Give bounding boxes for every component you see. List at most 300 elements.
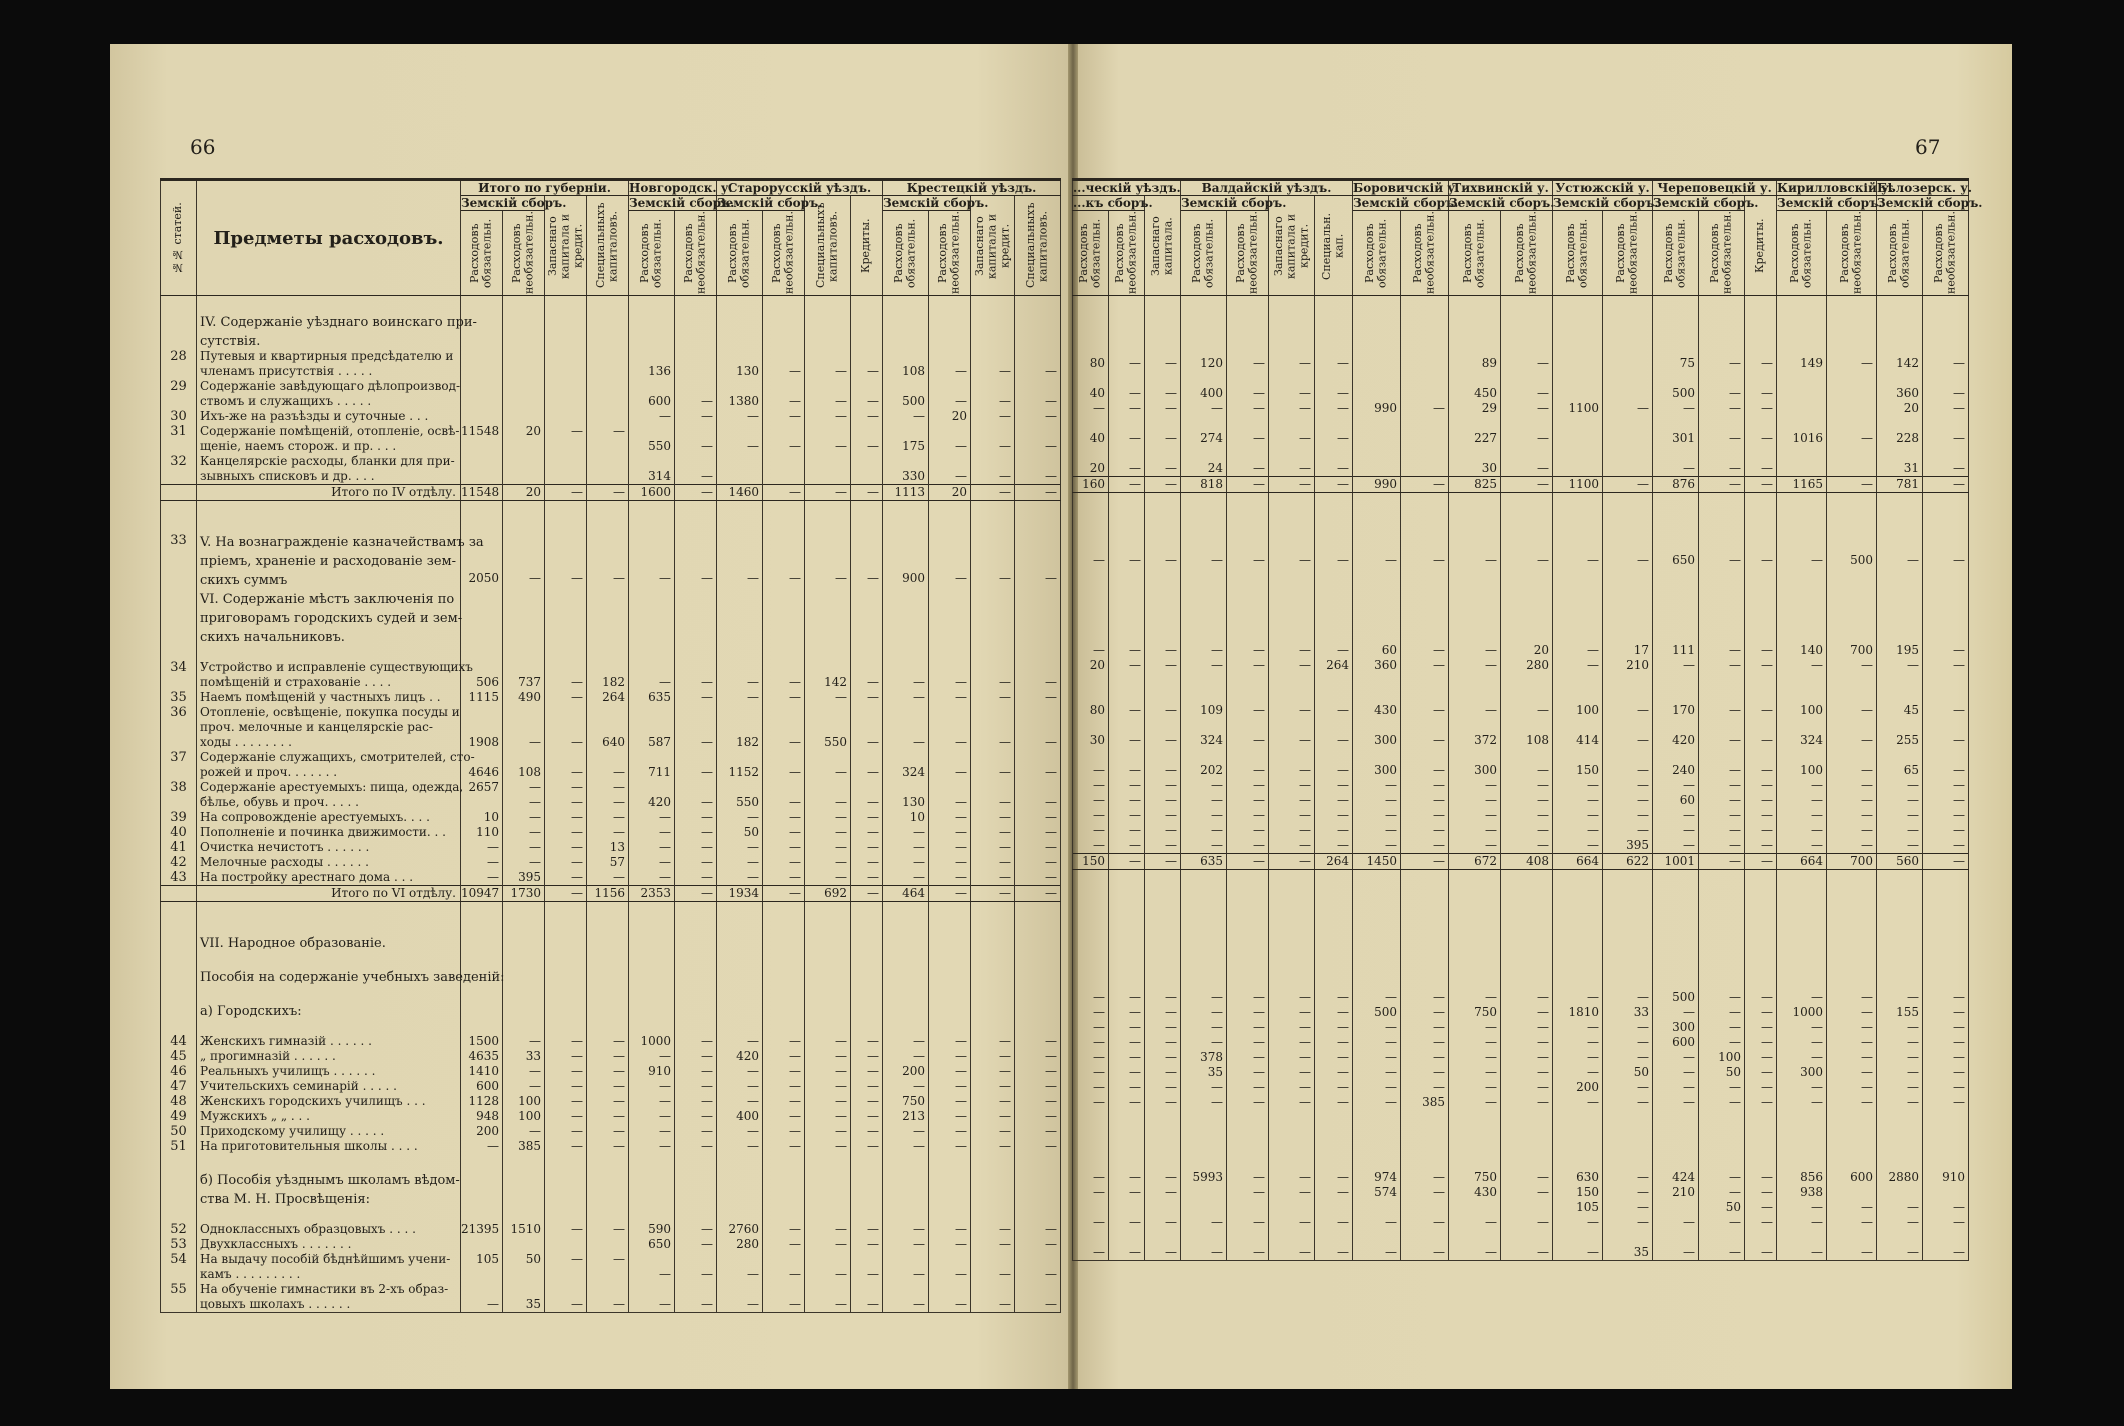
cell-value	[851, 330, 883, 349]
cell-value: —	[675, 886, 717, 902]
cell-value	[851, 660, 883, 675]
cell-value: —	[929, 394, 971, 409]
cell-value	[1777, 386, 1827, 401]
cell-value: —	[1145, 778, 1181, 793]
cell-value	[883, 349, 929, 364]
cell-value	[675, 501, 717, 517]
cell-value: —	[545, 886, 587, 902]
item-label: „ прогимназій . . . . . .	[197, 1049, 461, 1064]
cell-value	[1827, 583, 1877, 598]
item-label: IV. Содержаніе уѣзднаго воинскаго при-	[197, 311, 461, 330]
cell-value	[805, 1154, 851, 1169]
cell-value: —	[883, 1297, 929, 1313]
cell-value	[1745, 1110, 1777, 1125]
cell-value: —	[1501, 553, 1553, 568]
cell-value: —	[929, 886, 971, 902]
cell-value	[1877, 628, 1923, 643]
cell-value: —	[1109, 643, 1145, 658]
cell-value: —	[883, 1237, 929, 1252]
cell-value	[587, 1154, 629, 1169]
cell-value: —	[1501, 461, 1553, 477]
cell-value	[1401, 493, 1449, 509]
cell-value: —	[1877, 778, 1923, 793]
cell-value: —	[1827, 1215, 1877, 1230]
cell-value: —	[971, 886, 1015, 902]
cell-value	[805, 454, 851, 469]
cell-value: —	[1553, 658, 1603, 673]
cell-value	[883, 424, 929, 439]
cell-value	[1653, 960, 1699, 975]
cell-value	[629, 985, 675, 1000]
cell-value: 182	[717, 735, 763, 750]
section-row	[161, 626, 1061, 645]
cell-value	[587, 720, 629, 735]
cell-value	[717, 1154, 763, 1169]
cell-value: —	[1353, 1035, 1401, 1050]
cell-value	[971, 1252, 1015, 1267]
cell-value: 825	[1449, 477, 1501, 493]
cell-value	[1501, 326, 1553, 341]
cell-value	[1073, 296, 1109, 312]
cell-value: —	[1227, 854, 1269, 870]
cell-value: —	[1603, 1080, 1653, 1095]
cell-value: —	[1653, 1215, 1699, 1230]
cell-value: —	[1501, 431, 1553, 446]
cell-value: —	[545, 1139, 587, 1154]
cell-value: 108	[883, 364, 929, 379]
cell-value	[545, 917, 587, 932]
cell-value: —	[883, 690, 929, 705]
cell-value: —	[1315, 1080, 1353, 1095]
cell-value: —	[929, 1139, 971, 1154]
cell-value	[929, 780, 971, 795]
cell-value	[1145, 311, 1181, 326]
cell-value	[1877, 371, 1923, 386]
cell-value	[971, 917, 1015, 932]
cell-value	[1501, 508, 1553, 523]
table-row	[1073, 658, 1969, 673]
cell-value	[1227, 583, 1269, 598]
cell-value: —	[851, 1267, 883, 1282]
cell-value	[503, 1237, 545, 1252]
cell-value	[1401, 1110, 1449, 1125]
cell-value	[883, 705, 929, 720]
cell-value: —	[1553, 1245, 1603, 1261]
cell-value	[1353, 1155, 1401, 1170]
cell-value	[929, 660, 971, 675]
cell-value	[675, 516, 717, 531]
cell-value: —	[971, 1034, 1015, 1049]
cell-value	[1181, 900, 1227, 915]
cell-value: —	[929, 765, 971, 780]
cell-value	[1449, 371, 1501, 386]
cell-value	[1109, 1125, 1145, 1140]
cell-value: —	[1827, 733, 1877, 748]
cell-value	[1181, 960, 1227, 975]
cell-value	[763, 1000, 805, 1019]
cell-value	[1353, 431, 1401, 446]
cell-value: —	[1181, 808, 1227, 823]
table-row	[161, 1034, 1061, 1049]
cell-value	[1553, 568, 1603, 583]
table-row	[161, 780, 1061, 795]
cell-value	[629, 349, 675, 364]
cell-value: 50	[1699, 1200, 1745, 1215]
cell-value	[851, 1188, 883, 1207]
cell-value	[971, 424, 1015, 439]
cell-value: —	[1745, 808, 1777, 823]
cell-value: 672	[1449, 854, 1501, 870]
cell-value: —	[1827, 778, 1877, 793]
cell-value	[1449, 523, 1501, 538]
cell-value: —	[675, 765, 717, 780]
cell-value	[1923, 673, 1969, 688]
cell-value	[545, 550, 587, 569]
cell-value	[587, 902, 629, 918]
cell-value	[1553, 326, 1603, 341]
cell-value	[805, 626, 851, 645]
cell-value	[545, 951, 587, 966]
cell-value: 590	[629, 1222, 675, 1237]
cell-value	[1699, 523, 1745, 538]
cell-value	[1227, 598, 1269, 613]
col-header: Расходовъ необязательн.	[1501, 211, 1553, 296]
cell-value	[1315, 945, 1353, 960]
cell-value: —	[883, 1124, 929, 1139]
cell-value	[629, 1252, 675, 1267]
cell-value: —	[1449, 778, 1501, 793]
cell-value: —	[1269, 1035, 1315, 1050]
cell-value: —	[1777, 838, 1827, 854]
cell-value: —	[971, 1109, 1015, 1124]
cell-value	[587, 705, 629, 720]
cell-value: —	[1145, 1080, 1181, 1095]
table-row	[1073, 1095, 1969, 1110]
cell-value: —	[1653, 1080, 1699, 1095]
cell-value: —	[1269, 838, 1315, 854]
cell-value	[1923, 1125, 1969, 1140]
cell-value	[1401, 718, 1449, 733]
cell-value: —	[1145, 401, 1181, 416]
cell-value: —	[1699, 1020, 1745, 1035]
cell-value	[1553, 431, 1603, 446]
cell-value: —	[1227, 990, 1269, 1005]
cell-value	[1401, 326, 1449, 341]
cell-value	[1227, 416, 1269, 431]
cell-value	[1181, 296, 1227, 312]
cell-value: 50	[1699, 1065, 1745, 1080]
cell-value	[1015, 1169, 1061, 1188]
cell-value	[1699, 930, 1745, 945]
cell-value: —	[1269, 1005, 1315, 1020]
cell-value: —	[1745, 854, 1777, 870]
cell-value: —	[717, 675, 763, 690]
cell-value: —	[763, 1034, 805, 1049]
cell-value	[1315, 900, 1353, 915]
cell-value: 414	[1553, 733, 1603, 748]
cell-value	[1449, 598, 1501, 613]
cell-value	[675, 1169, 717, 1188]
cell-value: —	[1923, 778, 1969, 793]
cell-value	[1653, 1140, 1699, 1155]
cell-value	[1401, 431, 1449, 446]
cell-value	[1269, 416, 1315, 431]
cell-value	[1353, 1140, 1401, 1155]
cell-value: 213	[883, 1109, 929, 1124]
cell-value	[1315, 1110, 1353, 1125]
group-kirillov: Кирилловскій у.	[1777, 181, 1893, 195]
cell-value: —	[1653, 1245, 1699, 1261]
cell-value	[1269, 538, 1315, 553]
cell-value	[1777, 341, 1827, 356]
cell-value	[1109, 598, 1145, 613]
cell-value: —	[763, 1064, 805, 1079]
cell-value: —	[1699, 643, 1745, 658]
cell-value	[1353, 718, 1401, 733]
cell-value: 20	[1877, 401, 1923, 416]
cell-value: —	[1923, 808, 1969, 823]
cell-value	[1227, 493, 1269, 509]
cell-value: 1100	[1553, 401, 1603, 416]
cell-value	[1745, 960, 1777, 975]
cell-value	[1401, 1155, 1449, 1170]
cell-value: 195	[1877, 643, 1923, 658]
cell-value: —	[587, 765, 629, 780]
cell-value: —	[971, 690, 1015, 705]
cell-value	[1877, 975, 1923, 990]
col-header: Расходовъ необязательн.	[1699, 211, 1745, 296]
cell-value: —	[1015, 1139, 1061, 1154]
cell-value	[1353, 960, 1401, 975]
cell-value: 700	[1827, 854, 1877, 870]
cell-value: —	[629, 810, 675, 825]
cell-value	[1877, 718, 1923, 733]
cell-value	[1181, 975, 1227, 990]
cell-value: 111	[1653, 643, 1699, 658]
cell-value	[587, 588, 629, 607]
cell-value: —	[717, 1124, 763, 1139]
col-header: Расходовъ необязательн.	[1227, 211, 1269, 296]
cell-value	[971, 607, 1015, 626]
cell-value	[1109, 975, 1145, 990]
cell-value	[805, 966, 851, 985]
cell-value: —	[971, 825, 1015, 840]
cell-value: 11548	[461, 485, 503, 501]
cell-value	[1745, 688, 1777, 703]
cell-value	[763, 645, 805, 660]
table-row	[1073, 461, 1969, 477]
cell-value	[717, 626, 763, 645]
table-row	[1073, 793, 1969, 808]
cell-value	[1449, 1110, 1501, 1125]
cell-value	[1653, 1125, 1699, 1140]
article-number: 46	[161, 1064, 197, 1079]
cell-value	[461, 330, 503, 349]
cell-value	[503, 1267, 545, 1282]
cell-value: —	[851, 1109, 883, 1124]
cell-value: —	[1699, 477, 1745, 493]
cell-value	[1699, 371, 1745, 386]
cell-value: —	[1227, 1215, 1269, 1230]
cell-value: —	[545, 810, 587, 825]
cell-value: 11548	[461, 424, 503, 439]
cell-value: —	[1109, 823, 1145, 838]
table-row	[1073, 628, 1969, 643]
cell-value: —	[675, 810, 717, 825]
cell-value: —	[1073, 643, 1109, 658]
cell-value	[805, 531, 851, 550]
cell-value	[503, 501, 545, 517]
cell-value	[1449, 326, 1501, 341]
cell-value: —	[1877, 1080, 1923, 1095]
cell-value	[629, 1169, 675, 1188]
cell-value	[629, 1207, 675, 1222]
cell-value	[1603, 915, 1653, 930]
cell-value	[1181, 1200, 1227, 1215]
cell-value	[883, 454, 929, 469]
cell-value	[883, 330, 929, 349]
cell-value: —	[763, 825, 805, 840]
cell-value	[1015, 424, 1061, 439]
table-row	[161, 364, 1061, 379]
cell-value	[587, 951, 629, 966]
item-label: бѣлье, обувь и проч. . . . .	[197, 795, 461, 810]
cell-value: —	[1015, 855, 1061, 870]
cell-value	[1877, 416, 1923, 431]
cell-value: —	[1553, 1065, 1603, 1080]
cell-value	[1227, 870, 1269, 886]
cell-value: 150	[1553, 1185, 1603, 1200]
cell-value	[1181, 538, 1227, 553]
cell-value	[1181, 311, 1227, 326]
cell-value	[1877, 1140, 1923, 1155]
cell-value: —	[1603, 823, 1653, 838]
cell-value	[1227, 296, 1269, 312]
cell-value: —	[1449, 1020, 1501, 1035]
cell-value: —	[1449, 658, 1501, 673]
zemsky-header: Земскій сборъ.	[883, 196, 989, 210]
cell-value	[1315, 613, 1353, 628]
cell-value: —	[1603, 733, 1653, 748]
cell-value: —	[1109, 763, 1145, 778]
cell-value	[1653, 1155, 1699, 1170]
cell-value: —	[629, 825, 675, 840]
cell-value	[1015, 296, 1061, 312]
col-header: Расходовъ обязательн.	[717, 211, 763, 296]
table-row	[161, 902, 1061, 918]
cell-value	[629, 1019, 675, 1034]
cell-value	[629, 966, 675, 985]
cell-value	[1353, 613, 1401, 628]
cell-value	[1227, 371, 1269, 386]
cell-value: —	[1777, 1095, 1827, 1110]
cell-value: —	[1653, 1005, 1699, 1020]
cell-value	[1553, 975, 1603, 990]
cell-value: —	[1109, 386, 1145, 401]
cell-value: —	[1777, 823, 1827, 838]
cell-value	[1181, 748, 1227, 763]
table-row	[161, 1094, 1061, 1109]
cell-value	[851, 469, 883, 485]
cell-value: 200	[461, 1124, 503, 1139]
cell-value	[1015, 1000, 1061, 1019]
cell-value	[1109, 1110, 1145, 1125]
cell-value	[883, 1000, 929, 1019]
cell-value	[1145, 870, 1181, 886]
cell-value: —	[675, 1034, 717, 1049]
cell-value	[1603, 508, 1653, 523]
cell-value: —	[1827, 763, 1877, 778]
table-row	[1073, 778, 1969, 793]
cell-value	[1877, 885, 1923, 900]
cell-value	[1401, 975, 1449, 990]
cell-value	[1073, 945, 1109, 960]
cell-value	[1553, 461, 1603, 477]
table-row	[1073, 553, 1969, 568]
cell-value	[1145, 673, 1181, 688]
cell-value	[1777, 900, 1827, 915]
cell-value	[1923, 446, 1969, 461]
cell-value	[461, 379, 503, 394]
item-label: пріемъ, храненіе и расходованіе зем-	[197, 550, 461, 569]
cell-value: —	[1227, 643, 1269, 658]
cell-value	[1109, 1200, 1145, 1215]
cell-value: 990	[1353, 477, 1401, 493]
cell-value	[1603, 930, 1653, 945]
cell-value: 1908	[461, 735, 503, 750]
cell-value	[1353, 900, 1401, 915]
cell-value	[717, 645, 763, 660]
cell-value: —	[1227, 703, 1269, 718]
group-novgorod: Новгородск. у.	[629, 181, 733, 195]
cell-value	[971, 501, 1015, 517]
cell-value	[929, 501, 971, 517]
table-row	[1073, 960, 1969, 975]
cell-value: —	[1269, 793, 1315, 808]
cell-value	[1401, 673, 1449, 688]
cell-value	[805, 379, 851, 394]
cell-value	[1449, 568, 1501, 583]
cell-value: —	[805, 1064, 851, 1079]
cell-value	[1227, 945, 1269, 960]
cell-value: —	[1073, 763, 1109, 778]
cell-value: —	[929, 870, 971, 886]
ledger-right	[1072, 178, 1983, 1261]
cell-value: —	[461, 1297, 503, 1313]
cell-value	[1269, 960, 1315, 975]
cell-value: —	[1227, 763, 1269, 778]
cell-value	[883, 1282, 929, 1297]
cell-value: —	[1745, 1215, 1777, 1230]
cell-value: —	[1145, 838, 1181, 854]
cell-value: —	[929, 1124, 971, 1139]
cell-value: —	[1827, 1065, 1877, 1080]
group-belozersk: Бѣлозерск. у.	[1877, 181, 1973, 195]
cell-value	[629, 750, 675, 765]
cell-value: —	[1401, 658, 1449, 673]
cell-value	[1553, 493, 1603, 509]
cell-value	[1227, 1140, 1269, 1155]
cell-value	[929, 516, 971, 531]
cell-value: —	[1553, 1035, 1603, 1050]
cell-value	[805, 780, 851, 795]
article-number	[161, 626, 197, 645]
cell-value: —	[1777, 1020, 1827, 1035]
cell-value	[929, 379, 971, 394]
cell-value	[1109, 1230, 1145, 1245]
cell-value	[971, 330, 1015, 349]
cell-value: —	[629, 1139, 675, 1154]
